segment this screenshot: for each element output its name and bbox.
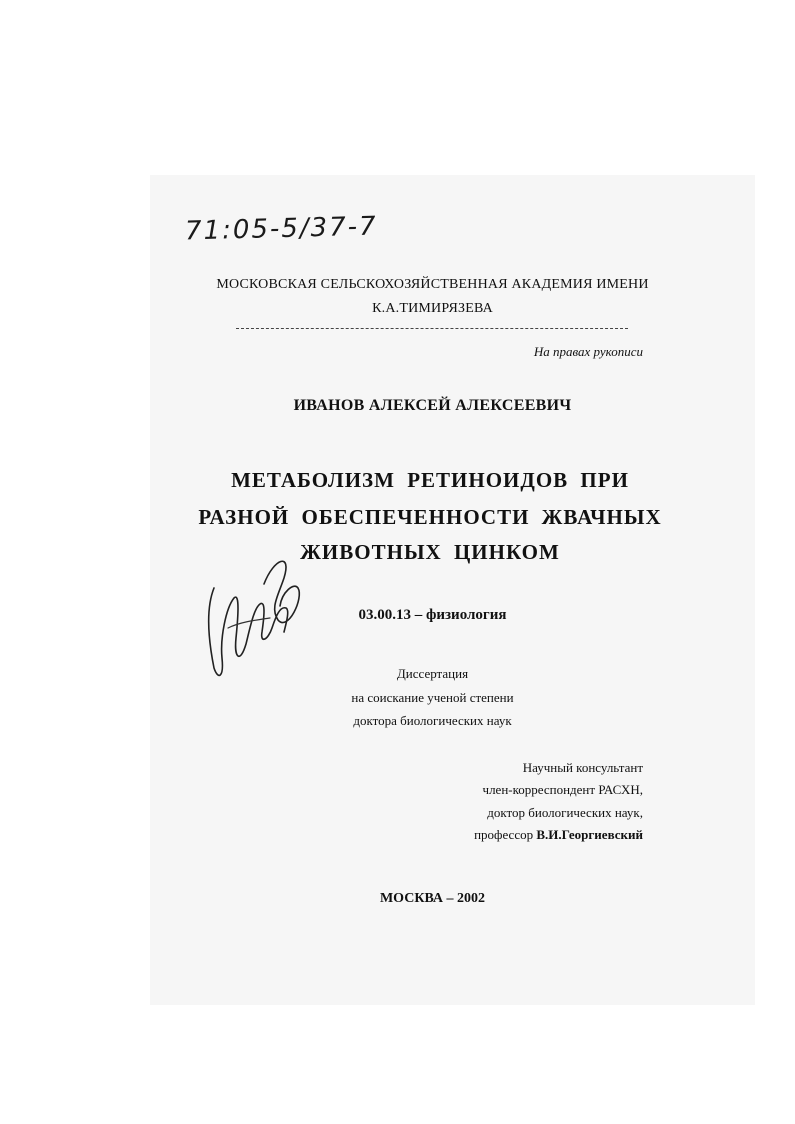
- thesis-title-line2: РАЗНОЙ ОБЕСПЕЧЕННОСТИ ЖВАЧНЫХ: [198, 505, 662, 529]
- dissertation-label: Диссертация: [396, 666, 469, 681]
- consultant-label: Научный консультант: [522, 760, 643, 775]
- academy-name-line1: МОСКОВСКАЯ СЕЛЬСКОХОЗЯЙСТВЕННАЯ АКАДЕМИЯ ИМЕНИ: [216, 277, 649, 292]
- manuscript-rights-note: На правах рукописи: [533, 344, 643, 359]
- thesis-title-line3: ЖИВОТНЫХ ЦИНКОМ: [300, 540, 560, 564]
- consultant-name: В.И.Георгиевский: [536, 827, 643, 842]
- author-name: ИВАНОВ АЛЕКСЕЙ АЛЕКСЕЕВИЧ: [293, 397, 572, 414]
- handwritten-archive-code: 71:05-5/37-7: [184, 211, 378, 247]
- degree-purpose: на соискание ученой степени: [351, 690, 514, 705]
- degree-name: доктора биологических наук: [353, 713, 512, 728]
- specialty-code: 03.00.13 – физиология: [358, 607, 507, 623]
- academy-name-line2: К.А.ТИМИРЯЗЕВА: [372, 301, 493, 316]
- consultant-title: член-корреспондент РАСХН,: [482, 782, 643, 797]
- consultant-rank: профессор: [474, 827, 534, 842]
- consultant-name-line: [440, 827, 643, 843]
- consultant-degree: доктор биологических наук,: [487, 805, 643, 820]
- city-year: МОСКВА – 2002: [379, 891, 486, 906]
- thesis-title-line1: МЕТАБОЛИЗМ РЕТИНОИДОВ ПРИ: [231, 468, 629, 492]
- separator-dashed-line: [236, 328, 628, 329]
